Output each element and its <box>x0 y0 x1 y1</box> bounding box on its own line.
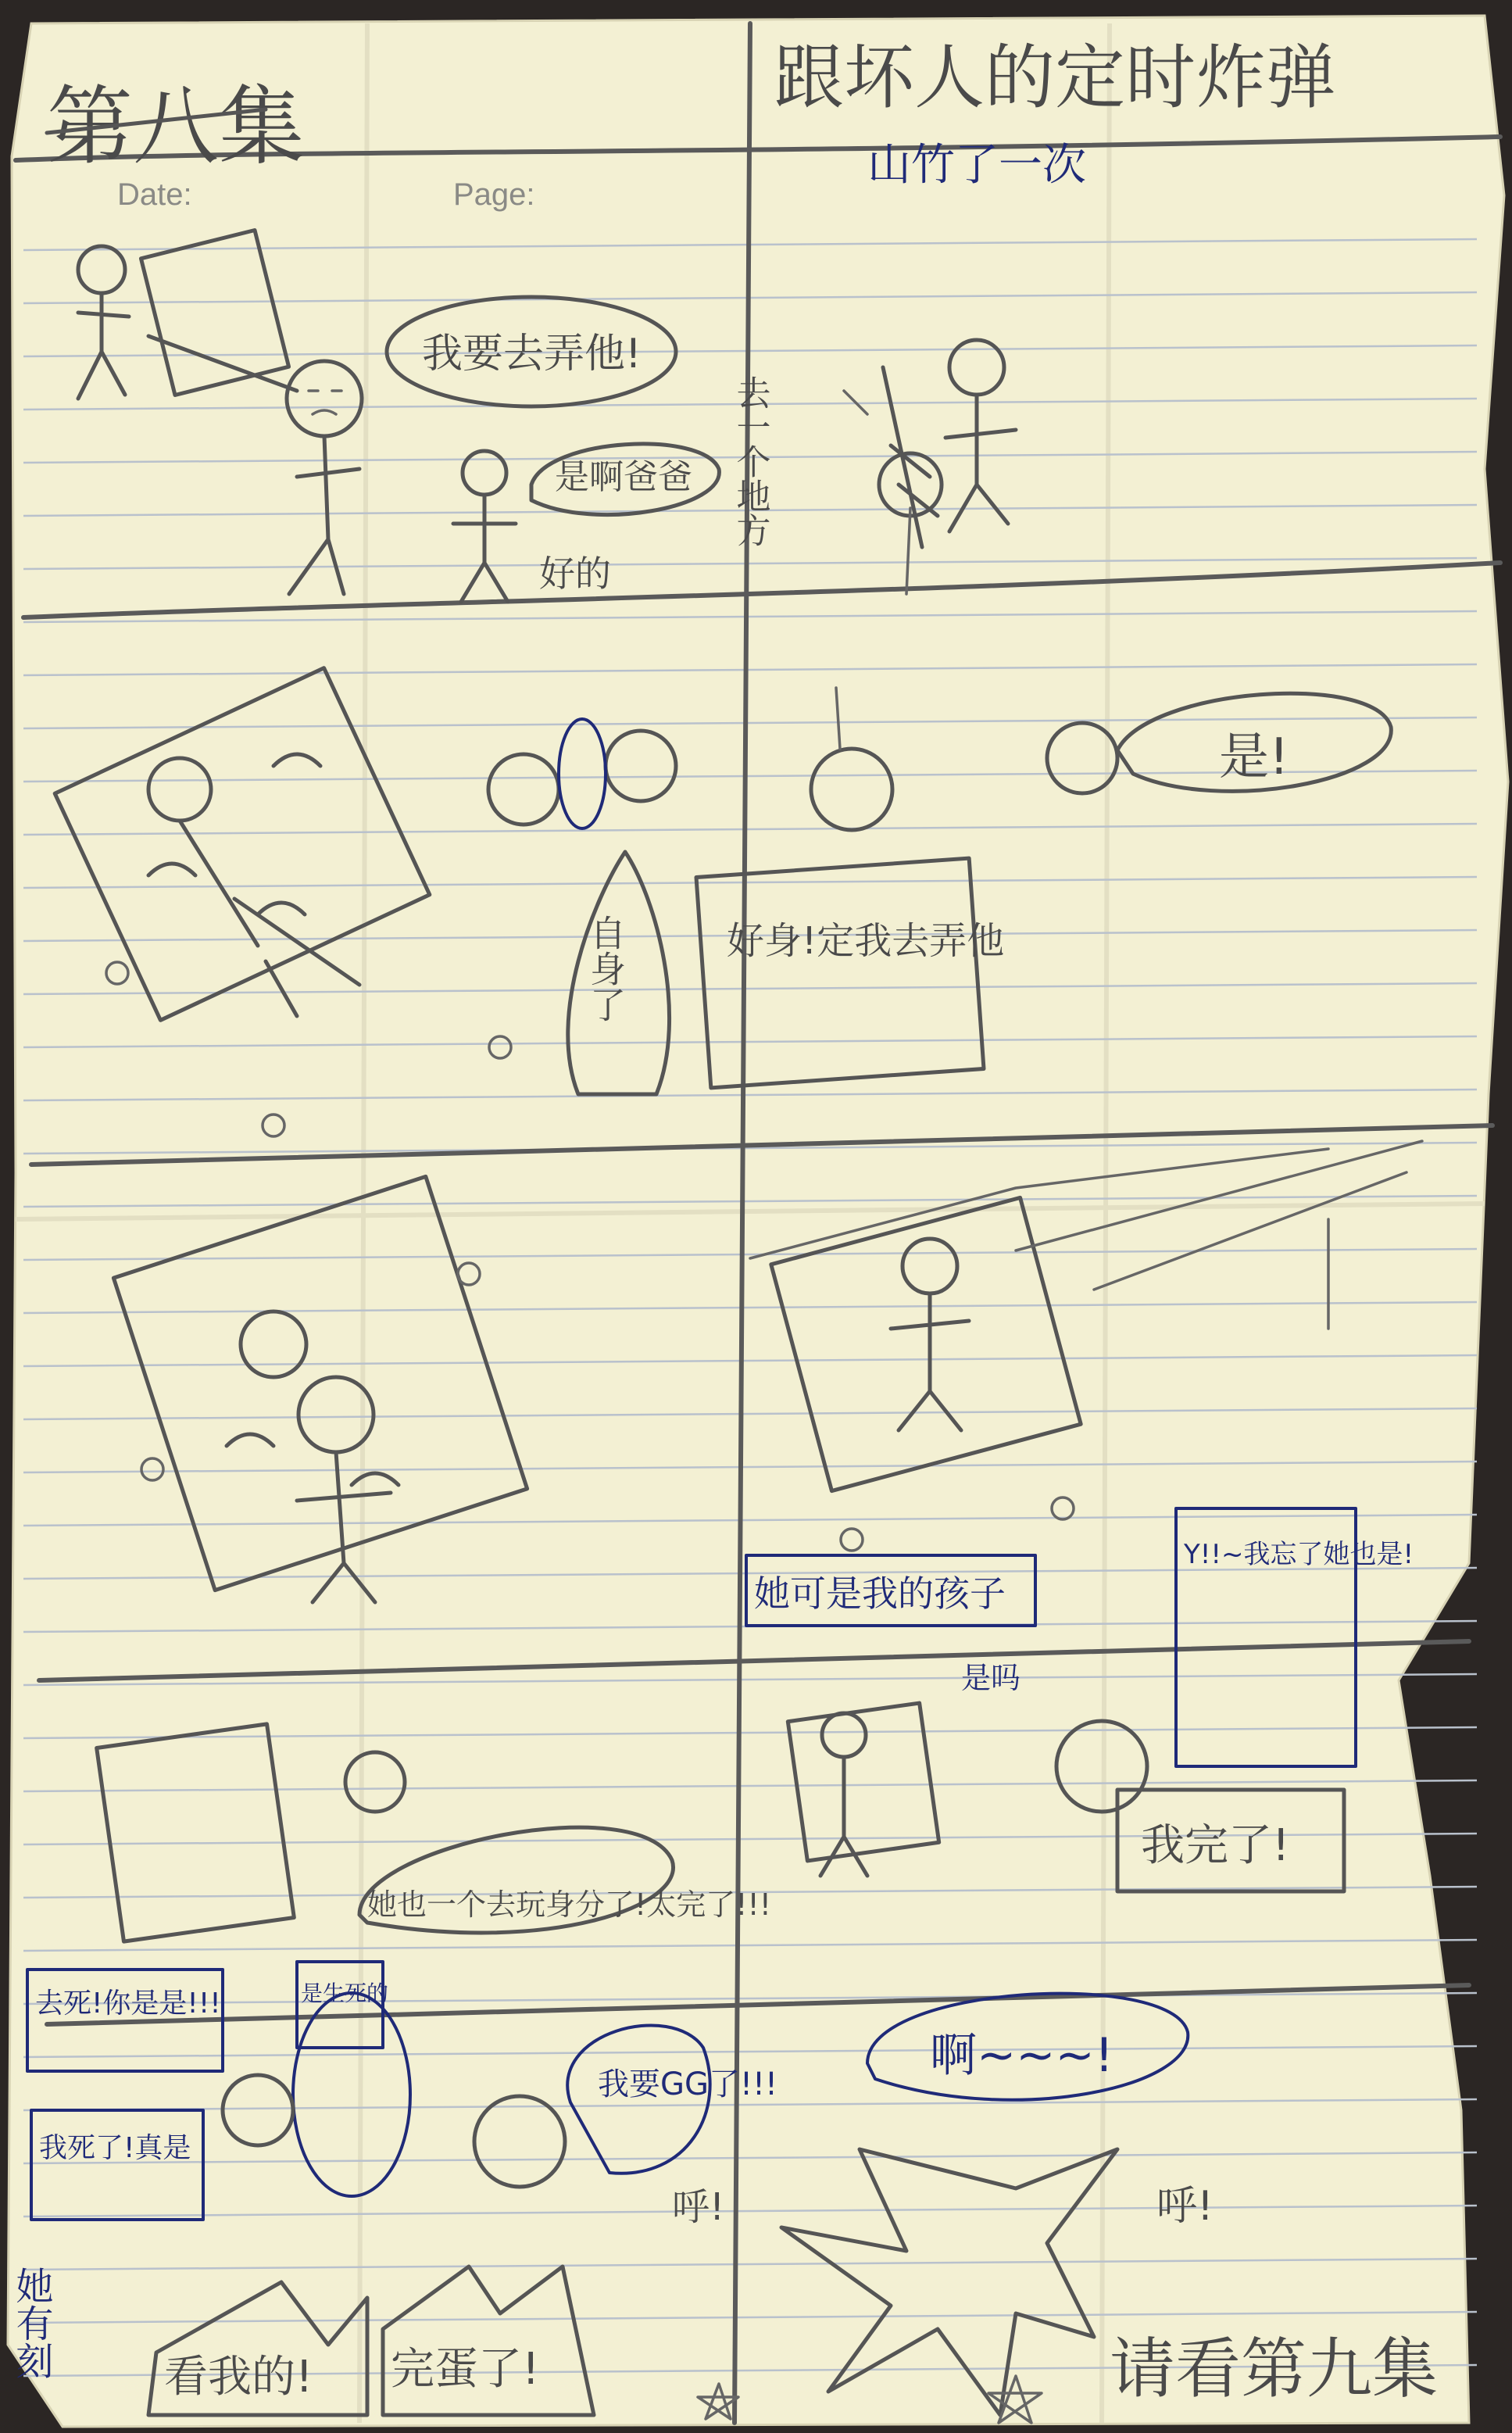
vertical-note: 她有刻 <box>9 2267 53 2379</box>
bubble-top: 我要去弄他! <box>422 331 642 377</box>
sound: 呼! <box>1156 2183 1214 2230</box>
bubble-blue-top: 她可是我的孩子 <box>754 1573 1006 1615</box>
bubble-blue-topleft: 去死!你是是!!! <box>35 1988 221 2020</box>
date-label: Date: <box>117 177 192 212</box>
small-note: 是吗 <box>961 1661 1021 1695</box>
page-label: Page: <box>453 177 535 212</box>
bubble-blue-left2: 我死了!真是 <box>39 2132 191 2164</box>
subtitle-blue: 山竹了一次 <box>867 140 1086 191</box>
story-title: 跟坏人的定时炸弹 <box>774 37 1336 119</box>
shout-left: 看我的! <box>164 2352 313 2403</box>
bubble-yes: 是! <box>1219 728 1289 786</box>
bubble-bottom: 我完了! <box>1141 1820 1290 1871</box>
episode-title: 第八集 <box>47 77 305 177</box>
bubble-ah: 啊~~~! <box>930 2028 1113 2083</box>
bubble-blue-big: 我要GG了!!! <box>598 2066 778 2102</box>
bubble-second: 是啊爸爸 <box>555 457 692 497</box>
panel-2-side-note: 去一个地方 <box>730 375 770 547</box>
next-episode: 请看第九集 <box>1110 2331 1439 2407</box>
bubble-left: 她也一个去玩身分了!太完了!!! <box>367 1887 771 1922</box>
panel-1-side-note: 好的 <box>539 553 611 595</box>
bubble-note: 自身了 <box>584 914 627 1022</box>
sound-left: 呼! <box>672 2185 725 2229</box>
bubble-blue-right: Y!!~我忘了她也是! <box>1184 1539 1414 1570</box>
bubble-blue-small: 是生死的 <box>301 1980 389 2006</box>
box-note: 好身!定我去弄他 <box>727 919 1005 963</box>
shout-mid: 完蛋了! <box>391 2344 540 2395</box>
